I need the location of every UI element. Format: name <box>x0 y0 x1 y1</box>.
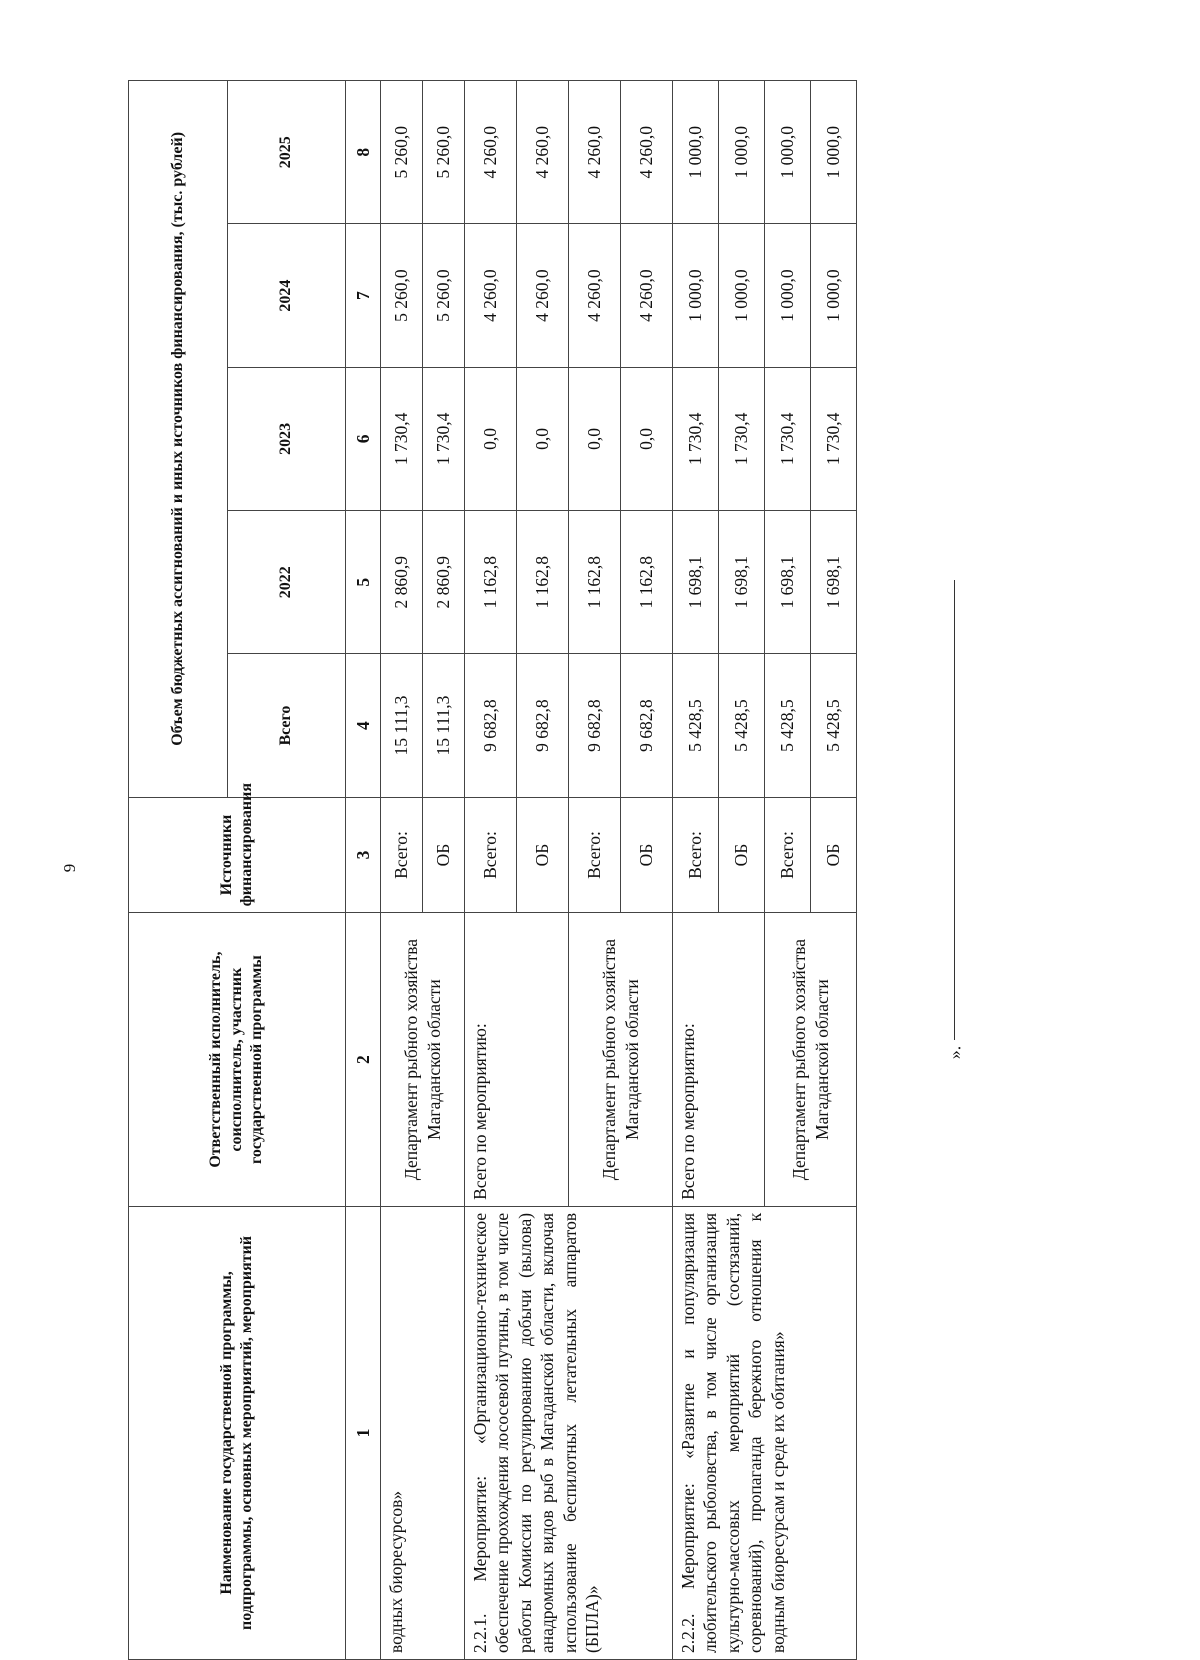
executor-department: Департамент рыбного хозяйства Магаданской области <box>765 913 857 1207</box>
value-2025: 5 260,0 <box>423 81 465 224</box>
source: ОБ <box>423 797 465 913</box>
value-2025: 4 260,0 <box>569 81 621 224</box>
value-2025: 1 000,0 <box>765 81 811 224</box>
col-number: 3 <box>346 797 381 913</box>
col-number: 2 <box>346 913 381 1207</box>
value-2024: 4 260,0 <box>517 224 569 367</box>
source: ОБ <box>719 797 765 913</box>
value-total: 5 428,5 <box>811 654 857 797</box>
header-year-2024: 2024 <box>228 224 346 367</box>
source: Всего: <box>569 797 621 913</box>
executor-department: Департамент рыбного хозяйства Магаданской области <box>569 913 673 1207</box>
col-number: 7 <box>346 224 381 367</box>
value-2023: 0,0 <box>569 367 621 510</box>
value-2023: 0,0 <box>517 367 569 510</box>
col-number: 5 <box>346 511 381 654</box>
value-2023: 1 730,4 <box>765 367 811 510</box>
value-total: 9 682,8 <box>621 654 673 797</box>
program-name: водных биоресурсов» <box>381 1206 465 1659</box>
header-year-2023: 2023 <box>228 367 346 510</box>
value-2023: 0,0 <box>465 367 517 510</box>
header-program-name: Наименование государственной программы, подпрограммы, основных мероприятий, мероприятий <box>129 1206 346 1659</box>
value-2024: 1 000,0 <box>811 224 857 367</box>
value-2023: 1 730,4 <box>673 367 719 510</box>
executor-total: Всего по мероприятию: <box>673 913 765 1207</box>
value-total: 15 111,3 <box>423 654 465 797</box>
header-sources: Источники финансирования <box>129 797 346 913</box>
value-2024: 1 000,0 <box>673 224 719 367</box>
value-2022: 1 698,1 <box>765 511 811 654</box>
value-2023: 0,0 <box>621 367 673 510</box>
header-executor: Ответственный исполнитель, соисполнитель, участник государственной программы <box>129 913 346 1207</box>
value-total: 5 428,5 <box>719 654 765 797</box>
value-2025: 1 000,0 <box>719 81 765 224</box>
value-2022: 1 162,8 <box>569 511 621 654</box>
header-year-total: Всего <box>228 654 346 797</box>
executor-department: Департамент рыбного хозяйства Магаданской области <box>381 913 465 1207</box>
budget-table <box>128 80 857 1660</box>
value-2022: 1 162,8 <box>621 511 673 654</box>
value-2023: 1 730,4 <box>381 367 423 510</box>
page-number: 9 <box>60 863 79 873</box>
value-2024: 1 000,0 <box>765 224 811 367</box>
value-2023: 1 730,4 <box>719 367 765 510</box>
value-2025: 1 000,0 <box>811 81 857 224</box>
value-total: 9 682,8 <box>465 654 517 797</box>
end-quote: ». <box>944 1045 965 1060</box>
value-2025: 4 260,0 <box>621 81 673 224</box>
source: Всего: <box>673 797 719 913</box>
value-total: 9 682,8 <box>517 654 569 797</box>
value-2024: 1 000,0 <box>719 224 765 367</box>
program-name: 2.2.1. Мероприятие: «Организационно-техническое обеспечение прохождения лососевой путины, в том числе работы Комиссии по регулированию добычи (вылова) анадромных видов рыб в Магаданской области, включая использование беспилотных летательных аппаратов (БПЛА)» <box>465 1206 673 1659</box>
value-2022: 1 698,1 <box>673 511 719 654</box>
value-2022: 1 162,8 <box>517 511 569 654</box>
source: Всего: <box>765 797 811 913</box>
col-number: 4 <box>346 654 381 797</box>
value-2025: 4 260,0 <box>465 81 517 224</box>
value-2022: 1 162,8 <box>465 511 517 654</box>
value-total: 15 111,3 <box>381 654 423 797</box>
value-2023: 1 730,4 <box>423 367 465 510</box>
value-2023: 1 730,4 <box>811 367 857 510</box>
header-year-2022: 2022 <box>228 511 346 654</box>
value-total: 5 428,5 <box>673 654 719 797</box>
rotated-table-container <box>128 80 958 1660</box>
value-2024: 4 260,0 <box>621 224 673 367</box>
value-2024: 4 260,0 <box>569 224 621 367</box>
source: Всего: <box>465 797 517 913</box>
value-2025: 1 000,0 <box>673 81 719 224</box>
value-2025: 4 260,0 <box>517 81 569 224</box>
value-total: 5 428,5 <box>765 654 811 797</box>
col-number: 6 <box>346 367 381 510</box>
value-2022: 2 860,9 <box>381 511 423 654</box>
value-2024: 5 260,0 <box>381 224 423 367</box>
header-budget-group: Объем бюджетных ассигнований и иных источников финансирования, (тыс. рублей) <box>129 81 228 798</box>
value-2022: 1 698,1 <box>811 511 857 654</box>
source: ОБ <box>811 797 857 913</box>
program-name: 2.2.2. Мероприятие: «Развитие и популяризация любительского рыболовства, в том числе организация культурно-массовых мероприятий (состязаний, соревнований), пропаганда бережного отношения к водным биоресурсам и среде их обитания» <box>673 1206 857 1659</box>
source: ОБ <box>621 797 673 913</box>
value-2024: 5 260,0 <box>423 224 465 367</box>
source: ОБ <box>517 797 569 913</box>
value-2022: 2 860,9 <box>423 511 465 654</box>
value-2024: 4 260,0 <box>465 224 517 367</box>
value-2025: 5 260,0 <box>381 81 423 224</box>
header-year-2025: 2025 <box>228 81 346 224</box>
executor-total: Всего по мероприятию: <box>465 913 569 1207</box>
value-2022: 1 698,1 <box>719 511 765 654</box>
value-total: 9 682,8 <box>569 654 621 797</box>
source: Всего: <box>381 797 423 913</box>
col-number: 8 <box>346 81 381 224</box>
col-number: 1 <box>346 1206 381 1659</box>
